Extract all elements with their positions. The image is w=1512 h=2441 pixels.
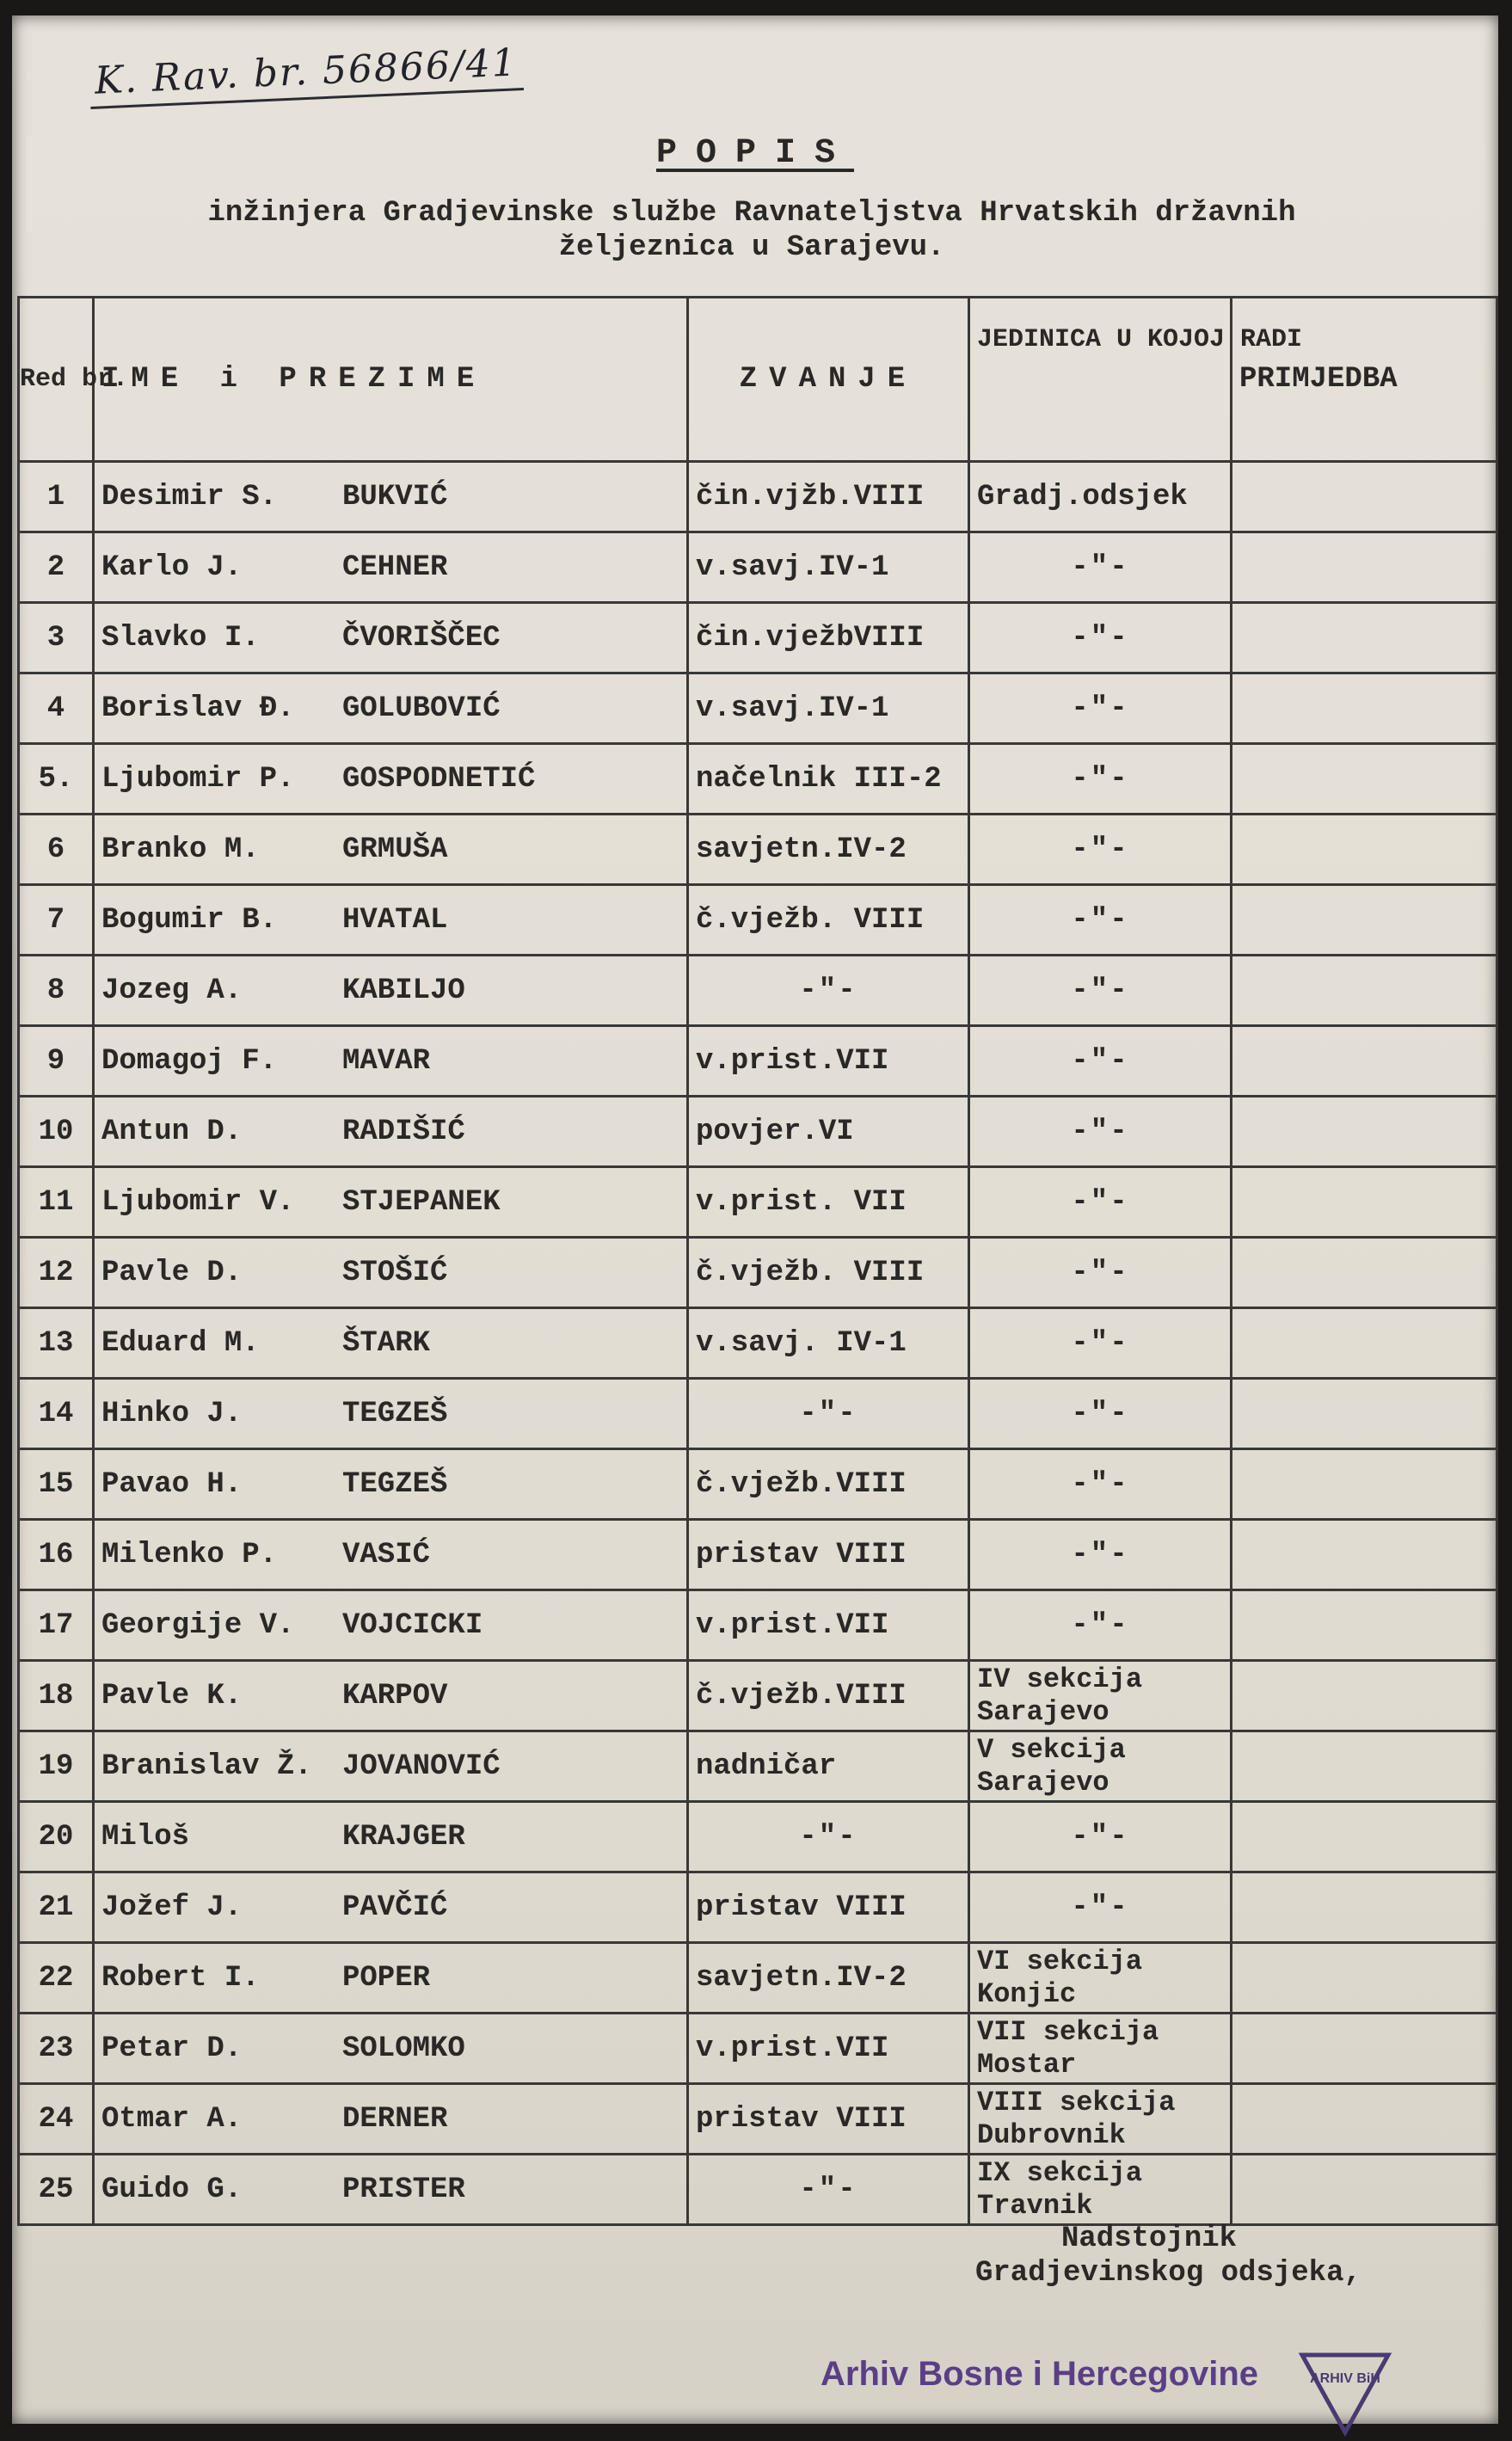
work-unit xyxy=(969,885,1232,956)
first-name: Branislav Ž. xyxy=(101,1749,312,1783)
signature-line-2: Gradjevinskog odsjeka, xyxy=(975,2257,1361,2290)
remarks-cell xyxy=(1232,1943,1497,2014)
document-page xyxy=(12,15,1498,2424)
table-row xyxy=(19,1167,1497,1238)
last-name: DERNER xyxy=(342,2102,448,2136)
job-title xyxy=(688,815,969,885)
person-name xyxy=(94,532,688,603)
first-name: Branko M. xyxy=(101,833,260,866)
person-name xyxy=(94,1520,688,1590)
work-unit-text: V sekcija Sarajevo xyxy=(977,1733,1126,1798)
row-number: 14 xyxy=(19,1379,94,1449)
job-title-text: v.prist.VII xyxy=(696,2032,889,2065)
row-number: 24 xyxy=(19,2084,94,2155)
person-name xyxy=(94,673,688,744)
person-name xyxy=(94,603,688,673)
signature-block xyxy=(975,2222,1361,2290)
job-title xyxy=(688,1167,969,1238)
work-unit xyxy=(969,1238,1232,1308)
last-name: JOVANOVIĆ xyxy=(342,1749,501,1783)
work-unit-text: VI sekcija Konjic xyxy=(977,1945,1143,2010)
person-name xyxy=(94,815,688,885)
job-title xyxy=(688,1590,969,1661)
row-number: 18 xyxy=(19,1661,94,1731)
job-title xyxy=(688,1520,969,1590)
first-name: Jožef J. xyxy=(101,1891,243,1924)
last-name: POPER xyxy=(342,1961,431,1995)
remarks-cell xyxy=(1232,603,1497,673)
remarks-cell xyxy=(1232,1026,1497,1097)
table-row xyxy=(19,1238,1497,1308)
work-unit-text: -"- xyxy=(1071,833,1129,866)
row-number: 19 xyxy=(19,1731,94,1802)
first-name: Georgije V. xyxy=(101,1608,295,1642)
person-name xyxy=(94,1238,688,1308)
table-row xyxy=(19,1520,1497,1590)
work-unit xyxy=(969,1379,1232,1449)
work-unit-text: -"- xyxy=(1071,1185,1129,1219)
first-name: Hinko J. xyxy=(101,1397,243,1430)
row-number: 5. xyxy=(19,744,94,815)
work-unit xyxy=(969,744,1232,815)
job-title-text: č.vježb. VIII xyxy=(696,1256,925,1289)
job-title xyxy=(688,956,969,1026)
table-row xyxy=(19,1590,1497,1661)
last-name: SOLOMKO xyxy=(342,2032,465,2065)
table-row xyxy=(19,1802,1497,1872)
job-title-text: -"- xyxy=(799,974,857,1007)
title-text: POPIS xyxy=(655,134,855,173)
job-title xyxy=(688,2084,969,2155)
job-title xyxy=(688,2014,969,2084)
job-title xyxy=(688,1449,969,1520)
job-title xyxy=(688,1379,969,1449)
work-unit-text: -"- xyxy=(1071,1115,1129,1148)
row-number: 17 xyxy=(19,1590,94,1661)
table-row xyxy=(19,956,1497,1026)
person-name xyxy=(94,885,688,956)
work-unit-text: -"- xyxy=(1071,1891,1129,1924)
job-title-text: v.savj.IV-1 xyxy=(696,550,889,584)
last-name: PRISTER xyxy=(342,2173,465,2206)
row-number: 20 xyxy=(19,1802,94,1872)
work-unit xyxy=(969,603,1232,673)
first-name: Bogumir B. xyxy=(101,903,278,937)
row-number: 4 xyxy=(19,673,94,744)
job-title-text: č.vježb.VIII xyxy=(696,1467,907,1501)
header-name: IME i PREZIME xyxy=(94,298,688,462)
first-name: Otmar A. xyxy=(101,2102,243,2136)
first-name: Slavko I. xyxy=(101,621,260,655)
remarks-cell xyxy=(1232,2155,1497,2225)
person-name xyxy=(94,1379,688,1449)
person-name xyxy=(94,744,688,815)
first-name: Petar D. xyxy=(101,2032,243,2065)
job-title xyxy=(688,1943,969,2014)
row-number: 23 xyxy=(19,2014,94,2084)
job-title xyxy=(688,603,969,673)
person-name xyxy=(94,1661,688,1731)
first-name: Domagoj F. xyxy=(101,1044,278,1078)
first-name: Pavle K. xyxy=(101,1679,243,1712)
work-unit xyxy=(969,1026,1232,1097)
job-title xyxy=(688,1802,969,1872)
job-title-text: č.vježb.VIII xyxy=(696,1679,907,1712)
table-row xyxy=(19,1661,1497,1731)
work-unit xyxy=(969,1802,1232,1872)
row-number: 10 xyxy=(19,1097,94,1167)
first-name: Milenko P. xyxy=(101,1538,278,1571)
remarks-cell xyxy=(1232,2014,1497,2084)
job-title xyxy=(688,1731,969,1802)
job-title xyxy=(688,1026,969,1097)
work-unit-text: -"- xyxy=(1071,550,1129,584)
first-name: Pavao H. xyxy=(101,1467,243,1501)
work-unit xyxy=(969,1097,1232,1167)
person-name xyxy=(94,1872,688,1943)
work-unit-text: -"- xyxy=(1071,692,1129,725)
person-name xyxy=(94,1097,688,1167)
work-unit-text: VIII sekcija Dubrovnik xyxy=(977,2086,1176,2151)
remarks-cell xyxy=(1232,815,1497,885)
last-name: GOLUBOVIĆ xyxy=(342,692,501,725)
last-name: RADIŠIĆ xyxy=(342,1115,465,1148)
last-name: ŠTARK xyxy=(342,1326,431,1360)
work-unit xyxy=(969,1661,1232,1731)
table-row xyxy=(19,1943,1497,2014)
work-unit-text: -"- xyxy=(1071,1608,1129,1642)
row-number: 12 xyxy=(19,1238,94,1308)
job-title-text: načelnik III-2 xyxy=(696,762,942,796)
first-name: Ljubomir V. xyxy=(101,1185,295,1219)
remarks-cell xyxy=(1232,1379,1497,1449)
row-number: 1 xyxy=(19,462,94,532)
job-title-text: -"- xyxy=(799,2173,857,2206)
remarks-cell xyxy=(1232,1802,1497,1872)
work-unit xyxy=(969,1872,1232,1943)
job-title xyxy=(688,1097,969,1167)
last-name: TEGZEŠ xyxy=(342,1397,448,1430)
work-unit-text: -"- xyxy=(1071,1397,1129,1430)
person-name xyxy=(94,2014,688,2084)
row-number: 2 xyxy=(19,532,94,603)
job-title-text: v.prist.VII xyxy=(696,1044,889,1078)
row-number: 9 xyxy=(19,1026,94,1097)
document-title xyxy=(12,134,1498,173)
job-title-text: čin.vježbVIII xyxy=(696,621,925,655)
work-unit-text: IX sekcija Travnik xyxy=(977,2156,1143,2222)
remarks-cell xyxy=(1232,1661,1497,1731)
job-title-text: nadničar xyxy=(696,1749,837,1783)
last-name: GRMUŠA xyxy=(342,833,448,866)
person-name xyxy=(94,1308,688,1379)
work-unit-text: -"- xyxy=(1071,621,1129,655)
archive-watermark: Arhiv Bosne i Hercegovine xyxy=(821,2355,1259,2393)
last-name: CEHNER xyxy=(342,550,448,584)
header-remarks: PRIMJEDBA xyxy=(1232,298,1497,462)
first-name: Pavle D. xyxy=(101,1256,243,1289)
table-row xyxy=(19,673,1497,744)
handwritten-reference-number: K. Rav. br. 56866/41 xyxy=(89,40,524,109)
signature-line-1: Nadstojnik xyxy=(1061,2223,1238,2255)
header-title: ZVANJE xyxy=(688,298,969,462)
table-row xyxy=(19,1872,1497,1943)
document-subtitle xyxy=(107,196,1397,265)
first-name: Robert I. xyxy=(101,1961,260,1995)
last-name: BUKVIĆ xyxy=(342,480,448,513)
job-title xyxy=(688,1308,969,1379)
row-number: 21 xyxy=(19,1872,94,1943)
header-row-number: Red br. xyxy=(19,298,94,462)
work-unit xyxy=(969,1308,1232,1379)
last-name: KABILJO xyxy=(342,974,465,1007)
work-unit xyxy=(969,1731,1232,1802)
table-row xyxy=(19,532,1497,603)
remarks-cell xyxy=(1232,744,1497,815)
remarks-cell xyxy=(1232,885,1497,956)
job-title xyxy=(688,462,969,532)
person-name xyxy=(94,1802,688,1872)
first-name: Karlo J. xyxy=(101,550,243,584)
work-unit-text: -"- xyxy=(1071,974,1129,1007)
work-unit xyxy=(969,956,1232,1026)
job-title-text: č.vježb. VIII xyxy=(696,903,925,937)
remarks-cell xyxy=(1232,956,1497,1026)
work-unit xyxy=(969,532,1232,603)
last-name: VASIĆ xyxy=(342,1538,431,1571)
job-title xyxy=(688,2155,969,2225)
table-row xyxy=(19,815,1497,885)
row-number: 3 xyxy=(19,603,94,673)
remarks-cell xyxy=(1232,1731,1497,1802)
table-row xyxy=(19,2014,1497,2084)
row-number: 16 xyxy=(19,1520,94,1590)
work-unit xyxy=(969,1943,1232,2014)
remarks-cell xyxy=(1232,532,1497,603)
table-row xyxy=(19,1379,1497,1449)
row-number: 11 xyxy=(19,1167,94,1238)
table-row xyxy=(19,744,1497,815)
job-title-text: čin.vjžb.VIII xyxy=(696,480,925,513)
job-title-text: v.savj.IV-1 xyxy=(696,692,889,725)
work-unit xyxy=(969,673,1232,744)
work-unit-text: -"- xyxy=(1071,1256,1129,1289)
table-row xyxy=(19,2084,1497,2155)
first-name: Borislav Đ. xyxy=(101,692,295,725)
last-name: GOSPODNETIĆ xyxy=(342,762,536,796)
remarks-cell xyxy=(1232,1308,1497,1379)
row-number: 7 xyxy=(19,885,94,956)
remarks-cell xyxy=(1232,1097,1497,1167)
job-title-text: v.savj. IV-1 xyxy=(696,1326,907,1360)
job-title xyxy=(688,744,969,815)
job-title-text: pristav VIII xyxy=(696,1891,907,1924)
subtitle-line-1: inžinjera Gradjevinske službe Ravnateljstva Hrvatskih državnih xyxy=(207,197,1296,230)
person-name xyxy=(94,1590,688,1661)
row-number: 8 xyxy=(19,956,94,1026)
person-name xyxy=(94,2084,688,2155)
first-name: Antun D. xyxy=(101,1115,243,1148)
job-title-text: povjer.VI xyxy=(696,1115,854,1148)
first-name: Eduard M. xyxy=(101,1326,260,1360)
table-row xyxy=(19,1097,1497,1167)
remarks-cell xyxy=(1232,1590,1497,1661)
person-name xyxy=(94,1026,688,1097)
first-name: Jozeg A. xyxy=(101,974,243,1007)
last-name: ČVORIŠČEC xyxy=(342,621,501,655)
work-unit xyxy=(969,1520,1232,1590)
row-number: 25 xyxy=(19,2155,94,2225)
job-title xyxy=(688,885,969,956)
remarks-cell xyxy=(1232,1520,1497,1590)
job-title-text: -"- xyxy=(799,1397,857,1430)
last-name: VOJCICKI xyxy=(342,1608,483,1642)
remarks-cell xyxy=(1232,1167,1497,1238)
work-unit-text: -"- xyxy=(1071,762,1129,796)
person-name xyxy=(94,1943,688,2014)
person-name xyxy=(94,1731,688,1802)
person-name xyxy=(94,1167,688,1238)
work-unit xyxy=(969,1449,1232,1520)
table-row xyxy=(19,1731,1497,1802)
row-number: 22 xyxy=(19,1943,94,2014)
remarks-cell xyxy=(1232,1872,1497,1943)
job-title-text: savjetn.IV-2 xyxy=(696,833,907,866)
last-name: KARPOV xyxy=(342,1679,448,1712)
job-title-text: savjetn.IV-2 xyxy=(696,1961,907,1995)
table-row xyxy=(19,1308,1497,1379)
work-unit-text: -"- xyxy=(1071,903,1129,937)
last-name: HVATAL xyxy=(342,903,448,937)
job-title xyxy=(688,673,969,744)
row-number: 13 xyxy=(19,1308,94,1379)
job-title xyxy=(688,532,969,603)
first-name: Guido G. xyxy=(101,2173,243,2206)
table-row xyxy=(19,885,1497,956)
person-name xyxy=(94,956,688,1026)
job-title-text: v.prist. VII xyxy=(696,1185,907,1219)
job-title xyxy=(688,1661,969,1731)
work-unit xyxy=(969,1167,1232,1238)
table-row xyxy=(19,2155,1497,2225)
last-name: STJEPANEK xyxy=(342,1185,501,1219)
work-unit-text: -"- xyxy=(1071,1044,1129,1078)
work-unit-text: -"- xyxy=(1071,1538,1129,1571)
first-name: Miloš xyxy=(101,1820,190,1854)
engineers-table xyxy=(17,296,1498,2226)
person-name xyxy=(94,2155,688,2225)
table-header-row xyxy=(19,298,1497,462)
job-title-text: pristav VIII xyxy=(696,1538,907,1571)
job-title xyxy=(688,1872,969,1943)
work-unit-text: VII sekcija Mostar xyxy=(977,2015,1159,2081)
work-unit xyxy=(969,462,1232,532)
last-name: TEGZEŠ xyxy=(342,1467,448,1501)
row-number: 15 xyxy=(19,1449,94,1520)
work-unit xyxy=(969,2155,1232,2225)
archive-stamp-icon xyxy=(1294,2338,1397,2441)
work-unit xyxy=(969,2084,1232,2155)
work-unit-text: -"- xyxy=(1071,1467,1129,1501)
work-unit xyxy=(969,815,1232,885)
last-name: STOŠIĆ xyxy=(342,1256,448,1289)
work-unit-text: IV sekcija Sarajevo xyxy=(977,1663,1143,1728)
remarks-cell xyxy=(1232,673,1497,744)
job-title-text: -"- xyxy=(799,1820,857,1854)
last-name: MAVAR xyxy=(342,1044,431,1078)
header-unit: JEDINICA U KOJOJ RADI xyxy=(969,298,1232,462)
work-unit xyxy=(969,1590,1232,1661)
work-unit-text: -"- xyxy=(1071,1326,1129,1360)
remarks-cell xyxy=(1232,2084,1497,2155)
table-row xyxy=(19,1026,1497,1097)
table-row xyxy=(19,462,1497,532)
work-unit-text: Gradj.odsjek xyxy=(977,480,1188,513)
last-name: PAVČIĆ xyxy=(342,1891,448,1924)
table-row xyxy=(19,603,1497,673)
first-name: Ljubomir P. xyxy=(101,762,295,796)
person-name xyxy=(94,462,688,532)
job-title xyxy=(688,1238,969,1308)
work-unit xyxy=(969,2014,1232,2084)
person-name xyxy=(94,1449,688,1520)
svg-text:ARHIV BiH: ARHIV BiH xyxy=(1310,2371,1380,2386)
work-unit-text: -"- xyxy=(1071,1820,1129,1854)
remarks-cell xyxy=(1232,1449,1497,1520)
remarks-cell xyxy=(1232,1238,1497,1308)
subtitle-line-2: željeznica u Sarajevu. xyxy=(558,231,945,264)
first-name: Desimir S. xyxy=(101,480,278,513)
remarks-cell xyxy=(1232,462,1497,532)
table-row xyxy=(19,1449,1497,1520)
last-name: KRAJGER xyxy=(342,1820,465,1854)
job-title-text: pristav VIII xyxy=(696,2102,907,2136)
row-number: 6 xyxy=(19,815,94,885)
job-title-text: v.prist.VII xyxy=(696,1608,889,1642)
